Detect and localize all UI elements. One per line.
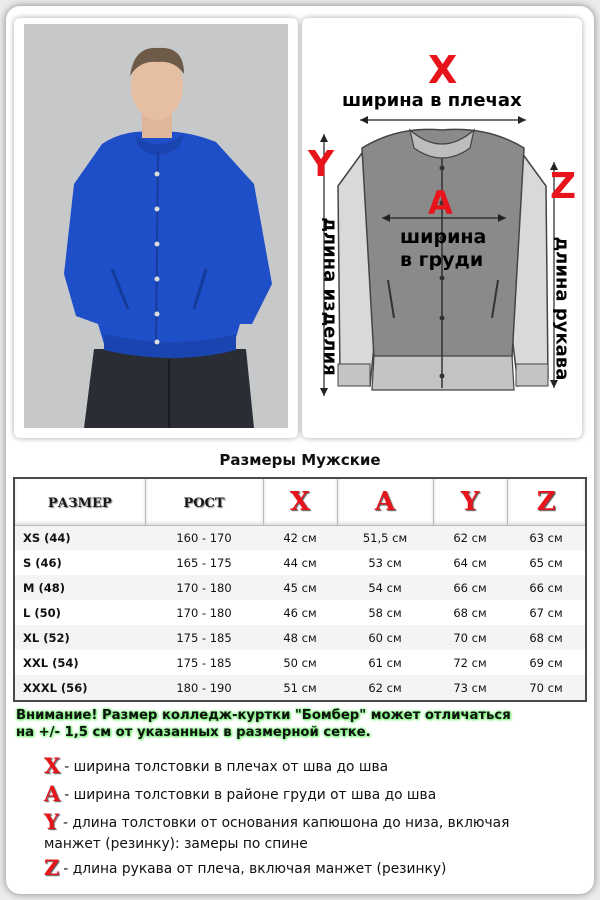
header-y: Y — [433, 479, 507, 525]
header-height: РОСТ — [145, 479, 263, 525]
legend-letter-x: X — [44, 753, 61, 778]
measurement-diagram-frame — [302, 18, 582, 438]
legend-text-y: - длина толстовки от основания капюшона до низа, включая — [63, 815, 510, 831]
measurement-diagram — [302, 18, 582, 438]
sleeve-length-label: длина рукава — [551, 236, 573, 381]
dimension-letter-y: Y — [308, 144, 335, 185]
legend-letter-a: A — [44, 781, 61, 806]
legend-item-z — [44, 856, 446, 881]
legend-item-y — [44, 810, 509, 835]
legend-item-y-cont — [44, 833, 308, 856]
header-a: A — [337, 479, 433, 525]
header-x: X — [263, 479, 337, 525]
model-photo-frame — [14, 18, 298, 438]
chest-width-label-line1: ширина — [400, 226, 487, 248]
dimension-letter-z: Z — [550, 166, 577, 207]
model-illustration — [24, 24, 288, 428]
legend-text-y-line2: манжет (резинку): замеры по спине — [44, 836, 308, 852]
legend-item-a — [44, 782, 436, 807]
size-table — [13, 477, 587, 702]
shoulder-width-label: ширина в плечах — [342, 90, 522, 111]
dimension-letter-x: X — [428, 48, 458, 92]
table-row: M (48) 170 - 180 45 см 54 см 66 см 66 см — [15, 575, 585, 600]
length-label: длина изделия — [319, 217, 341, 376]
table-header-row — [15, 479, 585, 525]
table-row: XXL (54) 175 - 185 50 см 61 см 72 см 69 см — [15, 650, 585, 675]
table-row: L (50) 170 - 180 46 см 58 см 68 см 67 см — [15, 600, 585, 625]
page-title: Размеры Мужские — [219, 451, 381, 469]
table-row: S (46) 165 - 175 44 см 53 см 64 см 65 см — [15, 550, 585, 575]
legend-text-x: - ширина толстовки в плечах от шва до шва — [64, 759, 389, 775]
legend-text-z: - длина рукава от плеча, включая манжет (резинку) — [63, 861, 447, 877]
legend-letter-y: Y — [44, 809, 59, 834]
model-photo — [24, 24, 288, 428]
warning-line-2: на +/- 1,5 см от указанных в размерной сетке. — [16, 725, 371, 740]
legend-letter-z: Z — [44, 855, 60, 880]
warning-line-1: Внимание! Размер колледж-куртки "Бомбер" может отличаться — [16, 708, 511, 723]
table-row: XL (52) 175 - 185 48 см 60 см 70 см 68 см — [15, 625, 585, 650]
legend-item-x — [44, 754, 388, 779]
table-row: XXXL (56) 180 - 190 51 см 62 см 73 см 70 см — [15, 675, 585, 700]
chest-width-label-line2: в груди — [400, 249, 484, 271]
dimension-letter-a: A — [428, 184, 453, 222]
header-size: РАЗМЕР — [15, 479, 145, 525]
size-warning — [16, 707, 590, 741]
header-z: Z — [507, 479, 585, 525]
table-row: XS (44) 160 - 170 42 см 51,5 см 62 см 63 см — [15, 525, 585, 550]
legend-text-a: - ширина толстовки в районе груди от шва до шва — [64, 787, 437, 803]
